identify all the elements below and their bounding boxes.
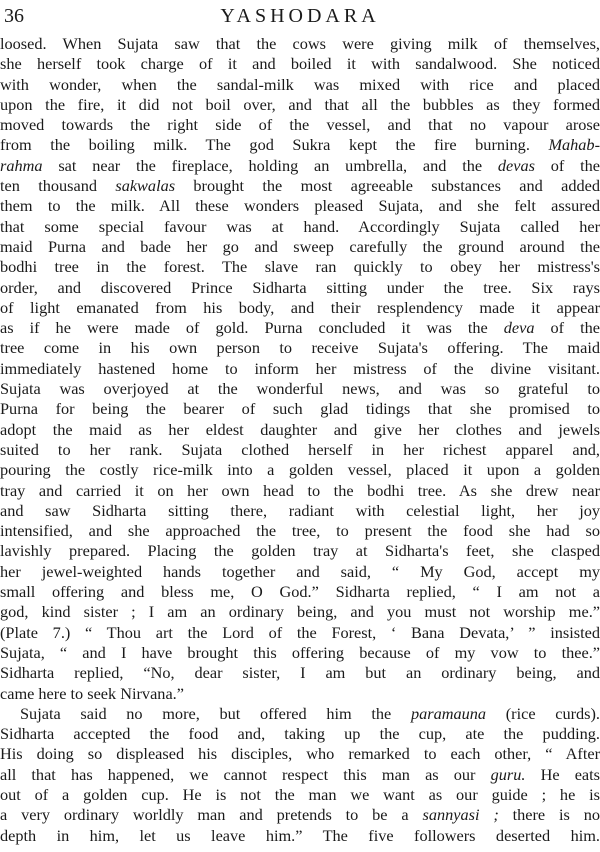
- italic-term: devas: [497, 155, 535, 175]
- text-line: [0, 826, 600, 846]
- text-line: [0, 115, 600, 135]
- text-line: [0, 156, 600, 176]
- italic-term: Mahab-: [548, 135, 600, 155]
- text-run: a very ordinary worldly man and pretends to be a: [0, 805, 423, 825]
- text-run: maid Purna and bade her go and sweep carefully the ground around the: [0, 236, 600, 256]
- text-run: there is no: [498, 805, 600, 825]
- text-line: [0, 541, 600, 561]
- text-run: moved towards the right side of the vessel, and that no vapour arose: [0, 115, 600, 135]
- text-run: intensified, and she approached the tree, to present the food she had so: [0, 521, 600, 541]
- text-run: brought the most agreeable substances and added: [175, 176, 600, 196]
- text-run: (rice curds).: [486, 703, 600, 723]
- text-run: with wonder, when the sandal-milk was mixed with rice and placed: [0, 74, 600, 94]
- text-run: His doing so displeased his disciples, who remarked to each other, “ After: [0, 744, 600, 764]
- text-run: adopt the maid as her eldest daughter and give her clothes and jewels: [0, 419, 600, 439]
- text-run: came here to seek Nirvana.”: [0, 683, 184, 703]
- italic-term: sannyasi ;: [422, 805, 499, 825]
- text-line: [0, 338, 600, 358]
- text-line: [0, 704, 600, 724]
- text-run: of the: [534, 318, 600, 338]
- text-line: [0, 521, 600, 541]
- page-number: 36: [4, 5, 24, 27]
- text-run: He eats: [525, 764, 600, 784]
- text-line: [0, 724, 600, 744]
- text-run: out of a golden cup. He is not the man we want as our guide ; he is: [0, 784, 600, 804]
- page-header: [4, 2, 596, 30]
- text-line: [0, 785, 600, 805]
- text-run: all that has happened, we cannot respect this man as our: [0, 764, 491, 784]
- text-line: [0, 54, 600, 74]
- text-line: [0, 440, 600, 460]
- text-run: she herself took charge of it and boiled it with sandalwood. She noticed: [0, 54, 600, 74]
- text-line: [0, 298, 600, 318]
- text-run: of the: [534, 155, 600, 175]
- text-run: order, and discovered Prince Sidharta sitting under the tree. Six rays: [0, 277, 600, 297]
- italic-term: guru.: [490, 764, 526, 784]
- text-line: [0, 562, 600, 582]
- text-line: [0, 379, 600, 399]
- italic-term: rahma: [0, 155, 43, 175]
- text-line: [0, 684, 600, 704]
- text-line: [0, 278, 600, 298]
- text-line: [0, 420, 600, 440]
- text-run: (Plate 7.) “ Thou art the Lord of the Forest, ‘ Bana Devata,’ ” insisted: [0, 622, 600, 642]
- text-run: bodhi tree in the forest. The slave ran quickly to obey her mistress's: [0, 257, 600, 277]
- running-title: YASHODARA: [220, 5, 380, 27]
- text-line: [0, 623, 600, 643]
- text-line: [0, 95, 600, 115]
- text-run: Sidharta replied, “No, dear sister, I am but an ordinary being, and: [0, 663, 600, 683]
- text-run: god, kind sister ; I am an ordinary being, and you must not worship me.”: [0, 602, 600, 622]
- italic-term: sakwalas: [115, 176, 176, 196]
- text-line: [0, 135, 600, 155]
- text-run: Sidharta accepted the food and, taking up the cup, ate the pudding.: [0, 724, 600, 744]
- text-line: [0, 744, 600, 764]
- text-line: [0, 765, 600, 785]
- text-line: [0, 399, 600, 419]
- text-line: [0, 75, 600, 95]
- italic-term: deva: [503, 318, 535, 338]
- text-line: [0, 257, 600, 277]
- text-line: [0, 318, 600, 338]
- text-line: [0, 34, 600, 54]
- text-line: [0, 602, 600, 622]
- text-line: [0, 582, 600, 602]
- text-line: [0, 217, 600, 237]
- text-line: [0, 501, 600, 521]
- text-line: [0, 805, 600, 825]
- text-line: [0, 359, 600, 379]
- body-text: [0, 34, 600, 846]
- text-run: as if he were made of gold. Purna concluded it was the: [0, 318, 504, 338]
- text-run: and saw Sidharta sitting there, radiant with celestial light, her joy: [0, 500, 600, 520]
- text-run: tray and carried it on her own head to the bodhi tree. As she drew near: [0, 480, 600, 500]
- text-run: Sujata was overjoyed at the wonderful news, and was so grateful to: [0, 379, 600, 399]
- text-run: from the boiling milk. The god Sukra kept the fire burning.: [0, 135, 549, 155]
- text-run: sat near the fireplace, holding an umbrella, and the: [42, 155, 498, 175]
- italic-term: paramauna: [410, 703, 487, 723]
- text-run: Purna for being the bearer of such glad tidings that she promised to: [0, 399, 600, 419]
- text-line: [0, 176, 600, 196]
- text-run: upon the fire, it did not boil over, and that all the bubbles as they formed: [0, 94, 600, 114]
- text-run: Sujata said no more, but offered him the: [20, 703, 411, 723]
- text-run: ten thousand: [0, 176, 116, 196]
- text-run: small offering and bless me, O God.” Sidharta replied, “ I am not a: [0, 582, 600, 602]
- text-line: [0, 643, 600, 663]
- text-run: that some special favour was at hand. Accordingly Sujata called her: [0, 216, 600, 236]
- text-line: [0, 237, 600, 257]
- text-run: of light emanated from his body, and their resplendency made it appear: [0, 297, 600, 317]
- text-run: immediately hastened home to inform her mistress of the divine visitant.: [0, 358, 600, 378]
- text-run: Sujata, “ and I have brought this offering because of my vow to thee.”: [0, 642, 600, 662]
- text-run: suited to her rank. Sujata clothed herself in her richest apparel and,: [0, 439, 600, 459]
- text-line: [0, 460, 600, 480]
- text-line: [0, 196, 600, 216]
- text-run: tree come in his own person to receive Sujata's offering. The maid: [0, 338, 600, 358]
- text-run: lavishly prepared. Placing the golden tray at Sidharta's feet, she clasped: [0, 541, 600, 561]
- text-run: them to the milk. All these wonders pleased Sujata, and she felt assured: [0, 196, 600, 216]
- text-run: depth in him, let us leave him.” The five followers deserted him.: [0, 825, 600, 845]
- text-line: [0, 663, 600, 683]
- text-line: [0, 481, 600, 501]
- text-run: her jewel-weighted hands together and said, “ My God, accept my: [0, 561, 600, 581]
- text-run: pouring the costly rice-milk into a golden vessel, placed it upon a golden: [0, 460, 600, 480]
- text-run: loosed. When Sujata saw that the cows were giving milk of themselves,: [0, 34, 600, 53]
